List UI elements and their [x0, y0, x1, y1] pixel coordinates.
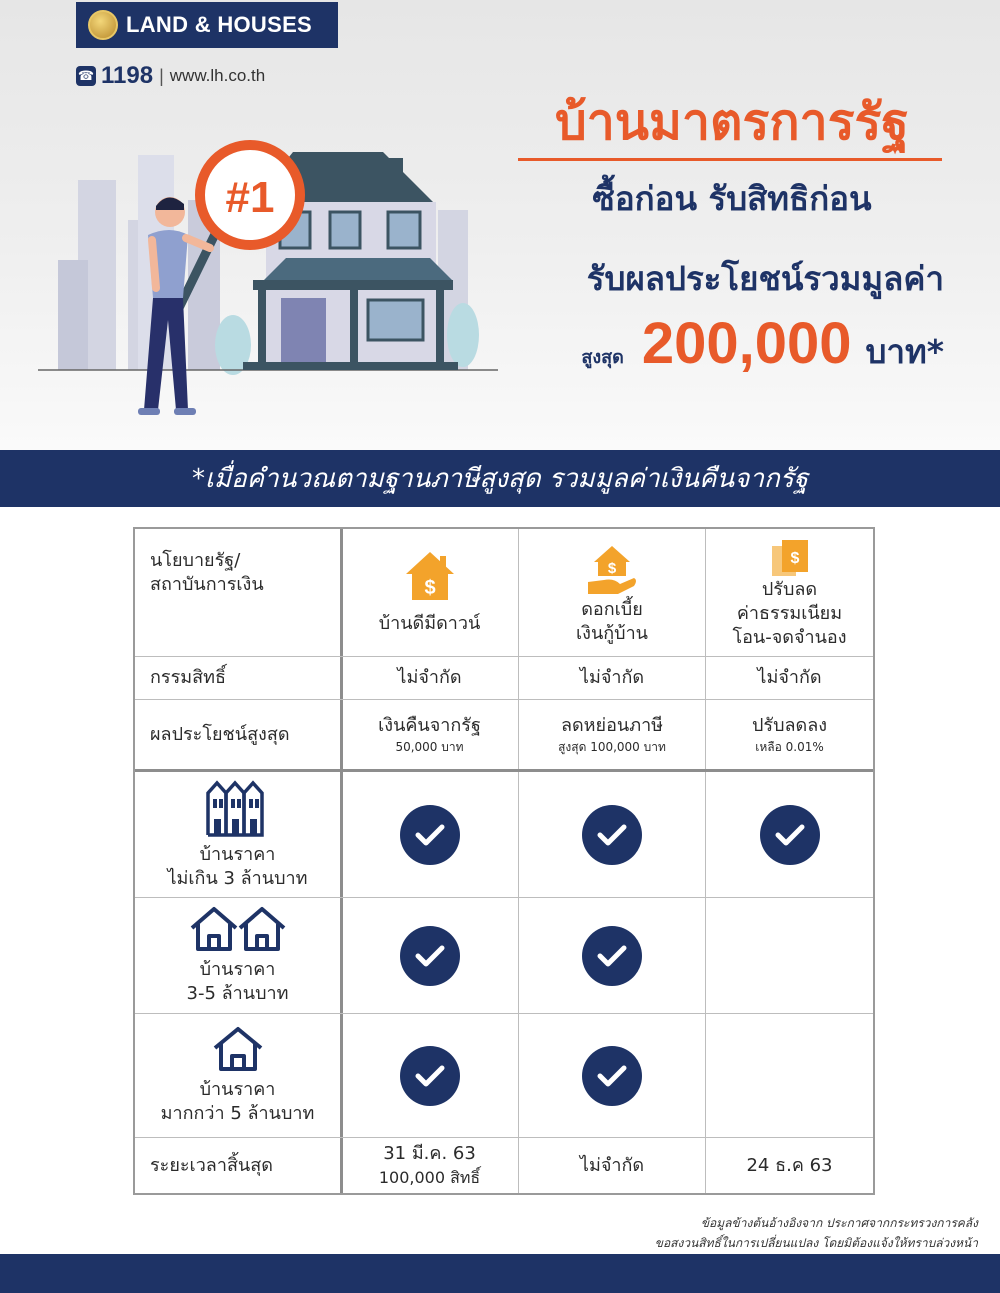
footnote-disclaimer: ขอสงวนสิทธิ์ในการเปลี่ยนแปลง โดยมิต้องแจ้งให้ทราบล่วงหน้า: [654, 1236, 978, 1250]
tier-3-5m: บ้านราคา 3-5 ล้านบาท: [135, 898, 340, 1013]
max-benefit-col1: เงินคืนจากรัฐ 50,000 บาท: [378, 714, 481, 754]
ownership-col1: ไม่จำกัด: [397, 667, 462, 688]
tier2-col2-check: [519, 898, 705, 1013]
page-title: บ้านมาตรการรัฐ: [554, 93, 909, 151]
footnote-source: ข้อมูลข้างต้นอ้างอิงจาก ประกาศจากกระทรวงการคลัง: [700, 1216, 978, 1230]
benefit-headline: รับผลประโยชน์รวมมูลค่า: [586, 259, 944, 298]
max-value: 200,000: [641, 311, 852, 376]
check-icon: [760, 805, 820, 865]
check-icon: [582, 1046, 642, 1106]
svg-text:$: $: [790, 550, 799, 567]
ownership-label: กรรมสิทธิ์: [150, 667, 226, 688]
contact-divider: |: [159, 65, 164, 86]
tier1-col1-check: [341, 772, 518, 897]
disclaimer-banner: [0, 450, 1000, 507]
emblem-icon: [88, 10, 118, 40]
check-icon: [400, 926, 460, 986]
deadline-col1: 31 มี.ค. 63 100,000 สิทธิ์: [378, 1142, 481, 1187]
max-benefit-label: ผลประโยชน์สูงสุด: [150, 723, 290, 745]
banner-text: *เมื่อคำนวณตามฐานภาษีสูงสุด รวมมูลค่าเงินคืนจากรัฐ: [191, 464, 809, 494]
badge-text: #1: [225, 173, 275, 222]
phone-icon: ☎: [76, 66, 96, 86]
documents-dollar-icon: [768, 538, 812, 578]
check-icon: [400, 805, 460, 865]
deadline-col3: 24 ธ.ค 63: [746, 1154, 833, 1176]
max-label: สูงสุด: [581, 347, 624, 368]
tier-under-3m: บ้านราคา ไม่เกิน 3 ล้านบาท: [135, 772, 340, 897]
page-subtitle: ซื้อก่อน รับสิทธิก่อน: [592, 179, 872, 218]
max-unit: บาท*: [865, 332, 944, 371]
max-benefit-col3: ปรับลดลง เหลือ 0.01%: [751, 714, 828, 754]
header-mortgage-interest: $ ดอกเบี้ย เงินกู้บ้าน: [519, 529, 705, 656]
hand-dollar-icon: [584, 542, 640, 598]
brand-logo[interactable]: [76, 2, 338, 48]
check-icon: [582, 926, 642, 986]
single-house-icon: [212, 1026, 264, 1072]
footnote: [655, 1213, 978, 1253]
check-icon: [400, 1046, 460, 1106]
house-dollar-icon: [402, 548, 458, 604]
tier3-col2-check: [519, 1014, 705, 1137]
svg-text:$: $: [423, 577, 436, 599]
deadline-label: ระยะเวลาสิ้นสุด: [150, 1154, 273, 1176]
header-good-down-payment: $ บ้านดีมีดาวน์: [341, 529, 518, 656]
footer-bar: [0, 1254, 1000, 1293]
twin-house-icon: [190, 906, 286, 952]
tier3-col1-check: [341, 1014, 518, 1137]
tier-over-5m: บ้านราคา มากกว่า 5 ล้านบาท: [135, 1014, 340, 1137]
hero-section: [0, 0, 1000, 450]
website-link[interactable]: www.lh.co.th: [169, 66, 266, 85]
contact-info: [76, 62, 265, 90]
header-fee-reduction: $ ปรับลด ค่าธรรมเนียม โอน-จดจำนอง: [706, 529, 873, 656]
ownership-col2: ไม่จำกัด: [579, 667, 645, 688]
ownership-col3: ไม่จำกัด: [757, 667, 822, 688]
benefit-table: [133, 527, 875, 1195]
max-benefit-row: [520, 310, 944, 378]
check-icon: [582, 805, 642, 865]
tier1-col2-check: [519, 772, 705, 897]
svg-text:$: $: [607, 560, 617, 577]
townhouse-icon: [205, 779, 271, 837]
brand-name: LAND & HOUSES: [126, 12, 313, 37]
hero-illustration: [38, 140, 508, 430]
deadline-col2: ไม่จำกัด: [579, 1154, 645, 1176]
tier1-col3-check: [706, 772, 873, 897]
tier2-col1-check: [341, 898, 518, 1013]
hotline-number[interactable]: 1198: [101, 62, 154, 89]
header-policy: นโยบายรัฐ/ สถาบันการเงิน: [150, 549, 264, 595]
max-benefit-col2: ลดหย่อนภาษี สูงสุด 100,000 บาท: [558, 714, 666, 754]
title-underline: [518, 158, 942, 161]
